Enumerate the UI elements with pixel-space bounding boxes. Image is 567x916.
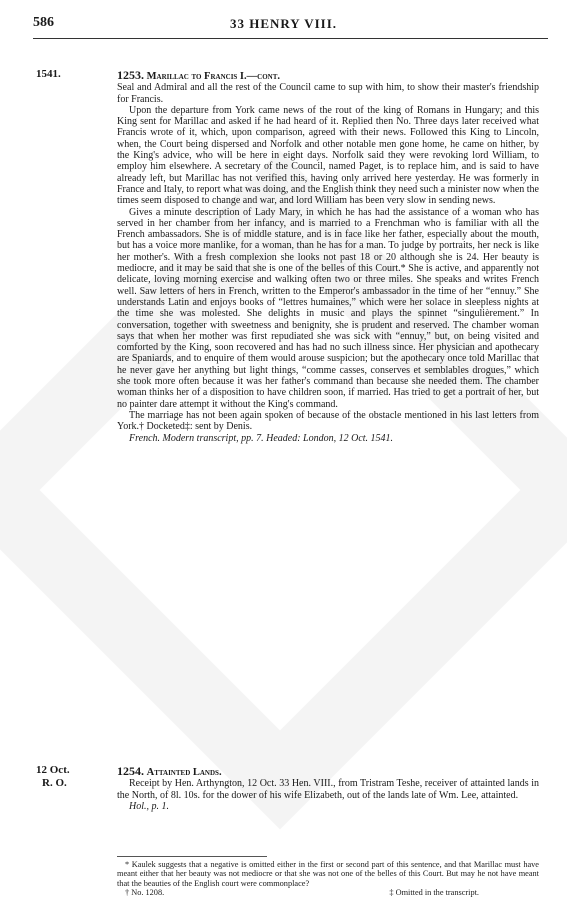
page-header [0, 15, 567, 35]
footnote-row [117, 888, 539, 897]
entry-date: 12 Oct. [36, 764, 70, 776]
entry-title: Attainted Lands. [146, 767, 222, 778]
entry-number: 1254. [117, 764, 144, 778]
footnote-rule [117, 856, 267, 857]
entry-1254 [117, 766, 539, 812]
source-note: Hol., p. 1. [129, 800, 169, 812]
entry-1253 [117, 70, 539, 444]
paragraph: Gives a minute description of Lady Mary, in which he has had the assistance of a woman who has served in her chamber from her infancy, and is married to a Frenchman who is familiar with all the French ambassadors. She is of middle stature, and is in face like her father, especially about the mouth, but has a voice more manlike, for a woman, than he has for a man. To judge by portraits, her neck is like her mother's. With a fresh complexion she looks not past 18 or 20 although she is 24. Her beauty is mediocre, and it may be said that she is one of the belles of this Court.* She is active, and apparently not delicate, loving morning exercise and walking often two or three miles. She speaks and writes French well. Saw letters of hers in French, written to the Emperor's ambassador in the time of her “ennuy.” She understands Latin and enjoys books of “lettres humaines,” which were her solace in sleepless nights at the time she was molested. She delights in music and plays the spinnet “singulièrement.” In conversation, together with sweetness and benignity, she is prudent and reserved. The chamber woman says that when her mother was first repudiated she was sick with “ennuy,” but, on being visited and comforted by the King, soon recovered and has had no such illness since. Her physician and apothecary are Spaniards, and to enquire of them would arouse suspicion; but the apothecary once told Marillac that he never gave her anything but light things, “comme casses, conserves et semblables drogues,” which she took more often because it was her father's command than because she needed them. The chamber woman thinks her of a disposition to have children soon, if married. Has tried to get a portrait of her, but no painter dare attempt it without the King's command. [117, 206, 539, 410]
entry-title: Marillac to Francis I.—cont. [146, 71, 280, 82]
repository: R. O. [42, 777, 67, 789]
entry-number: 1253. [117, 68, 144, 82]
paragraph: Receipt by Hen. Arthyngton, 12 Oct. 33 Hen. VIII., from Tristram Teshe, receiver of attainted lands in the North, of 8l. 10s. for the dower of his wife Elizabeth, out of the lands late of Wm. Lee, attainted. [117, 778, 539, 801]
page-number: 586 [33, 15, 54, 30]
footnote-star: * Kaulek suggests that a negative is omitted either in the first or second part of this sentence, and that Marillac must have meant either that her beauty was not mediocre or that she was not one of the belles of this Court. But may he not have meant that the beauties of the English court were commonplace? [117, 860, 539, 888]
footnote-ddagger: ‡ Omitted in the transcript. [389, 888, 479, 898]
year-margin: 1541. [36, 68, 61, 80]
running-head: 33 HENRY VIII. [229, 16, 338, 31]
paragraph: Upon the departure from York came news of the rout of the king of Romans in Hungary; and this King sent for Marillac and asked if he had heard of it. Replied then No. Three days later received what Francis wrote of it, which, upon comparison, agreed with their news. Followed this King to Lincoln, when, the Court being dispersed and Norfolk and other notable men gone home, he came on hither, by the King's advice, who will be here in eight days. Norfolk said they were revoking lord William, to employ him elsewhere. A secretary of the Council, named Paget, is to replace him, and is said to have already left, but Marillac has not verified this, having only arrived here yesterday. He was formerly in France and Italy, to report what was doing, and the English think they need such a minister now when the times seem disposed to change and war, and lord William has been very slow in sending news. [117, 104, 539, 207]
date-margin [36, 764, 70, 790]
entry-heading [117, 70, 539, 82]
footnotes [117, 860, 539, 898]
footnote-dagger: † No. 1208. [125, 888, 165, 898]
paragraph: Seal and Admiral and all the rest of the Council came to sup with him, to show their master's friendship for Francis. [117, 82, 539, 105]
source-note: French. Modern transcript, pp. 7. Headed: London, 12 Oct. 1541. [129, 432, 394, 444]
entry-heading [117, 766, 539, 778]
header-rule [33, 38, 548, 39]
paragraph: The marriage has not been again spoken of because of the obstacle mentioned in his last letters from York.† Docketed‡: sent by Denis. [117, 409, 539, 433]
